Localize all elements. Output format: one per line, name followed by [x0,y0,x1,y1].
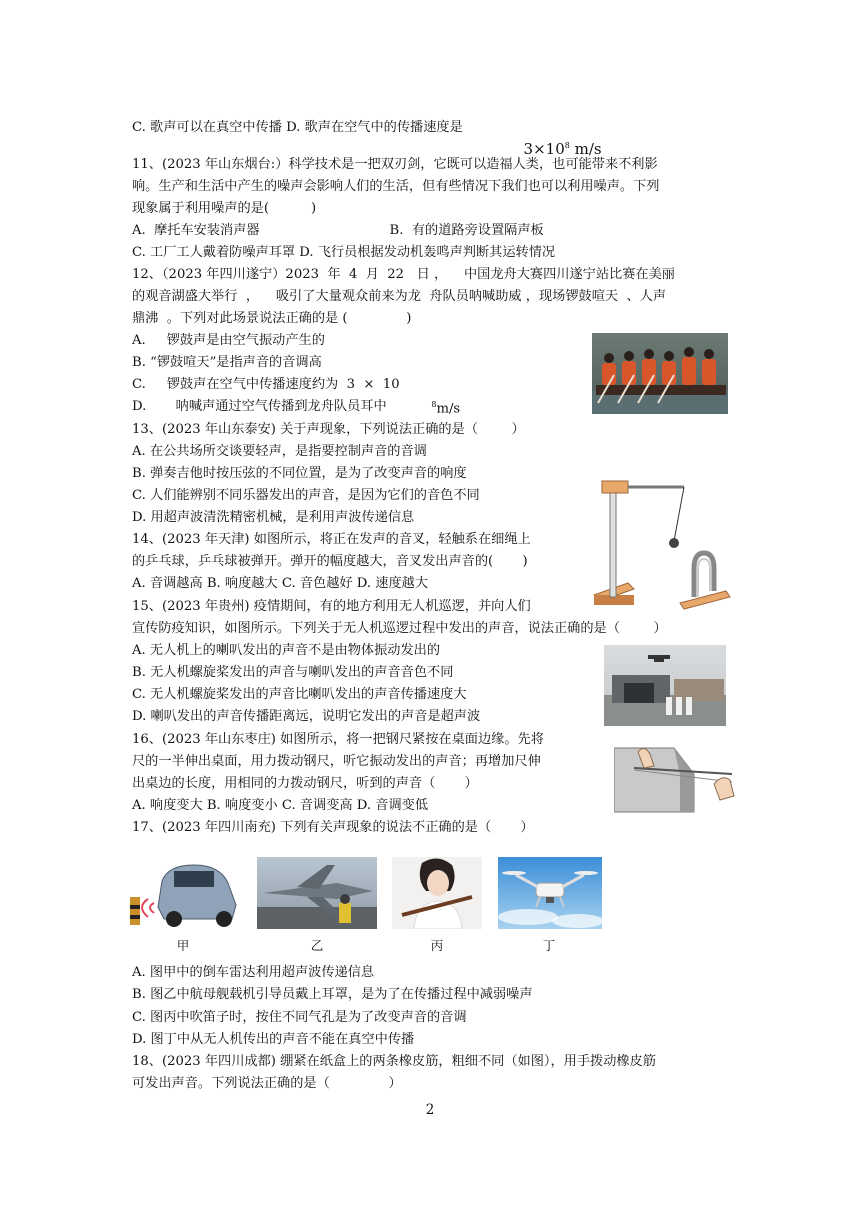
caption-ding: 丁 [542,938,556,953]
text-line: 18、(2023 年四川成都) 绷紧在纸盒上的两条橡皮筋，粗细不同（如图），用手拨动橡皮筋 [132,1054,656,1069]
page-number: 2 [425,1102,435,1118]
text-line: 15、(2023 年贵州) 疫情期间，有的地方利用无人机巡逻，并向人们 [132,599,531,614]
text-line: C. 歌声可以在真空中传播 D. 歌声在空气中的传播速度是 [132,120,463,135]
text-line: 17、(2023 年四川南充) 下列有关声现象的说法不正确的是（ ） [132,820,534,835]
text-line: 12、（2023 年四川遂宁）2023 年 4 月 22 日 ， 中国龙舟大赛四川遂宁站比赛在美丽 [132,267,675,282]
text-line: 13、(2023 年山东泰安) 关于声现象，下列说法正确的是（ ） [132,422,525,437]
text-line: A. 音调越高 B. 响度越大 C. 音色越好 D. 速度越大 [132,576,429,591]
speed-formula: $3\times 10^8$ m/s [523,140,602,158]
quadcopter [498,857,602,929]
text-line: D. 用超声波清洗精密机械，是利用声波传递信息 [132,510,415,525]
text-line: B. 图乙中航母舰载机引导员戴上耳罩，是为了在传播过程中减弱噪声 [132,987,533,1002]
text-line: 的观音湖盛大举行 ， 吸引了大量观众前来为龙 舟队员呐喊助威 ，现场锣鼓喧天 、人声 [132,289,667,304]
text-line: A. 图甲中的倒车雷达利用超声波传递信息 [132,965,375,980]
carrier-jet [257,857,377,929]
text-line: A. 响度变大 B. 响度变小 C. 音调变高 D. 音调变低 [132,798,429,813]
text-line: B. 无人机螺旋桨发出的声音与喇叭发出的声音音色不同 [132,665,454,680]
tuning-fork-apparatus [588,473,734,617]
text-line: 的乒乓球，乒乓球被弹开。弹开的幅度越大，音叉发出声音的( ) [132,554,528,569]
text-line: B. “锣鼓喧天”是指声音的音调高 [132,355,322,370]
text-line: A. 无人机上的喇叭发出的声音不是由物体振动发出的 [132,643,441,658]
text-line: C. 工厂工人戴着防噪声耳罩 D. 飞行员根据发动机轰鸣声判断其运转情况 [132,245,556,260]
caption-bing: 丙 [430,938,444,953]
text-line: 11、(2023 年山东烟台:）科学技术是一把双刃剑，它既可以造福人类，也可能带来不利影 [132,157,658,172]
text-line: A. 摩托车安装消声器 B. 有的道路旁设置隔声板 [132,223,544,238]
text-line: 宣传防疫知识，如图所示。下列关于无人机巡逻过程中发出的声音，说法正确的是（ ） [132,621,667,636]
text-line: D. 喇叭发出的声音传播距离远，说明它发出的声音是超声波 [132,709,481,724]
text-line: 现象属于利用噪声的是( ) [132,201,317,216]
drone-patrol-photo [604,645,726,726]
flute-player [392,857,482,929]
steel-ruler-desk [614,744,738,813]
car-reverse-radar [128,857,240,929]
text-line: C. 无人机螺旋桨发出的声音比喇叭发出的声音传播速度大 [132,687,467,702]
text-line: 出桌边的长度，用相同的力拨动钢尺，听到的声音（ ） [132,776,478,791]
text-line: 鼎沸 。下列对此场景说法正确的是 ( ) [132,311,412,326]
text-line: C. 锣鼓声在空气中传播速度约为 3 × 10 [132,377,400,392]
text-line: A. 锣鼓声是由空气振动产生的 [132,333,325,348]
text-line: A. 在公共场所交谈要轻声，是指要控制声音的音调 [132,444,427,459]
caption-yi: 乙 [310,938,324,953]
text-line: D. 图丁中从无人机传出的声音不能在真空中传播 [132,1032,415,1047]
text-line: 14、(2023 年天津) 如图所示，将正在发声的音叉，轻触系在细绳上 [132,532,531,547]
text-line: C. 人们能辨别不同乐器发出的声音，是因为它们的音色不同 [132,488,480,503]
dragon-boat-photo [592,333,728,414]
text-line: 可发出声音。下列说法正确的是（ ） [132,1076,402,1091]
caption-jia: 甲 [176,938,190,953]
text-line: D. 呐喊声通过空气传播到龙舟队员耳中 [132,399,387,414]
text-line: 响。生产和生活中产生的噪声会影响人们的生活，但有些情况下我们也可以利用噪声。下列 [132,179,660,194]
text-line: 16、(2023 年山东枣庄) 如图所示，将一把钢尺紧按在桌面边缘。先将 [132,732,544,747]
text-line: 尺的一半伸出桌面，用力拨动钢尺，听它振动发出的声音；再增加尺伸 [132,754,541,769]
text-line: B. 弹奏吉他时按压弦的不同位置，是为了改变声音的响度 [132,466,467,481]
text-line: C. 图丙中吹笛子时，按住不同气孔是为了改变声音的音调 [132,1010,467,1025]
q12-speed-unit: $^8$m/s [431,400,461,417]
